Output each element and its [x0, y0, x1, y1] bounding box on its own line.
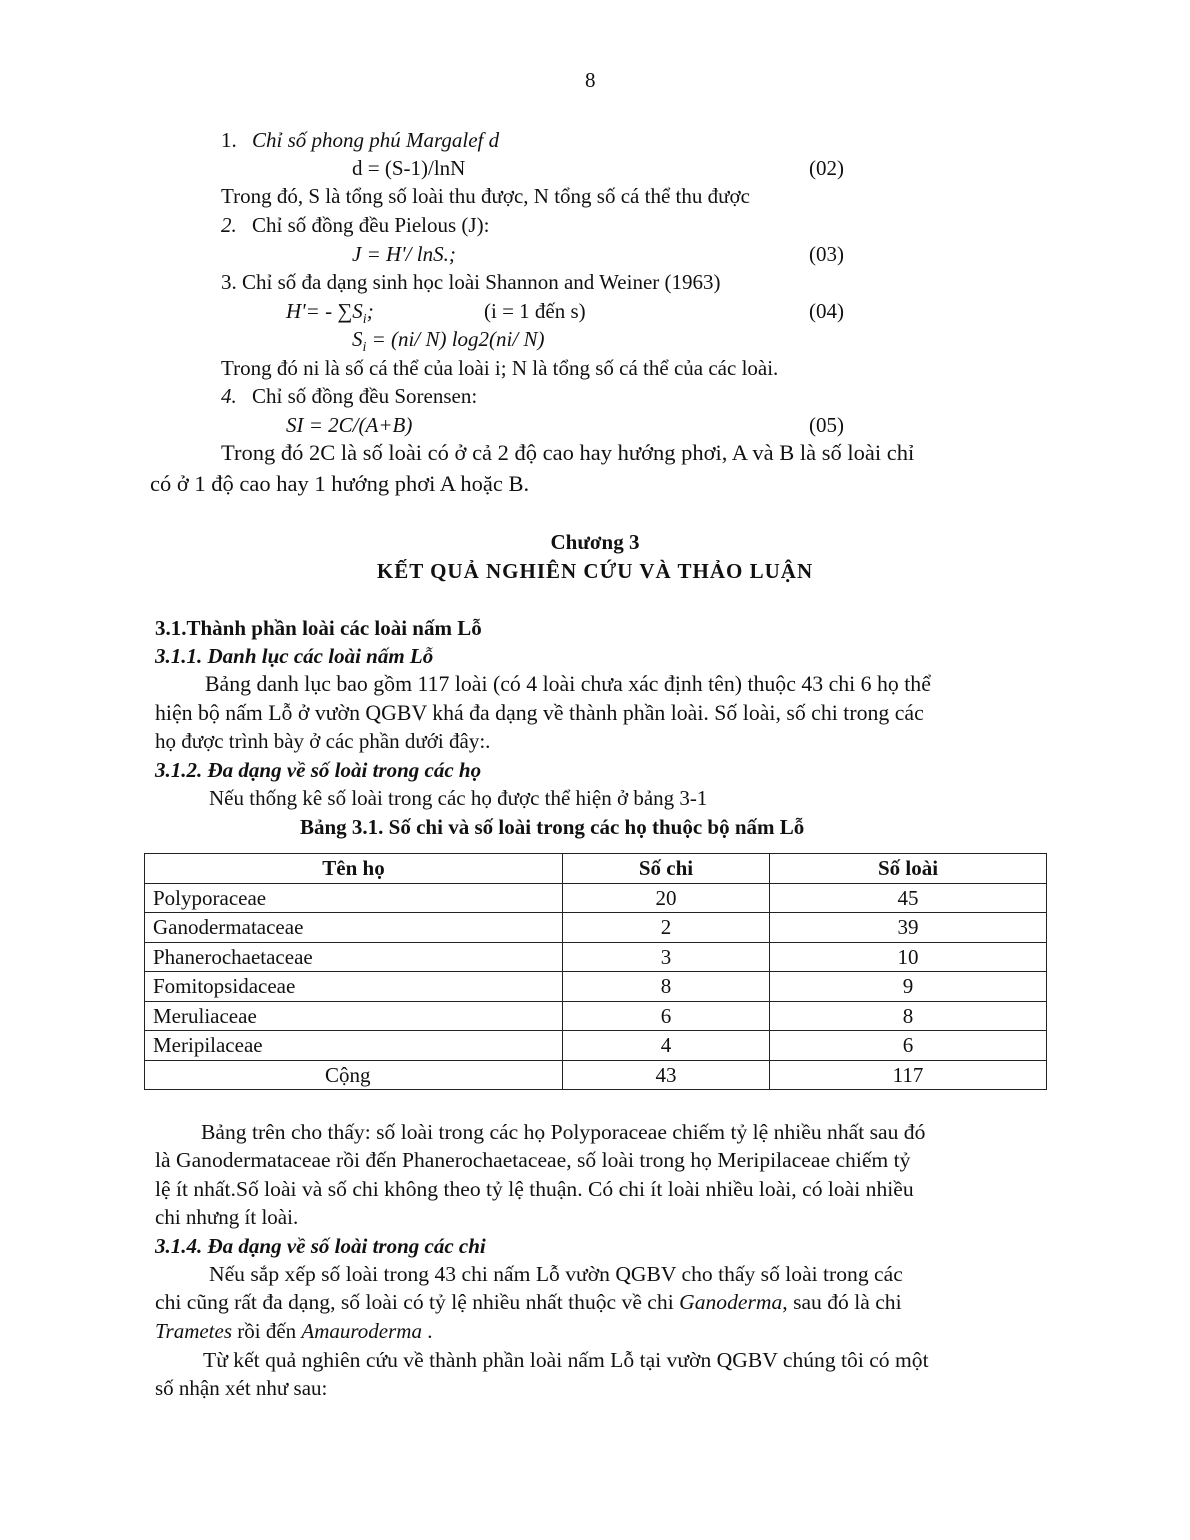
table-cell-family: Fomitopsidaceae: [145, 972, 563, 1002]
table-row: [145, 913, 1047, 943]
table-cell-genera: 8: [563, 972, 770, 1002]
table-cell-genera: 2: [563, 913, 770, 943]
conclusion-line-2: số nhận xét như sau:: [155, 1376, 328, 1400]
formula-item-1-number: 1.: [221, 128, 237, 152]
section-3-1-4-paragraph-line-2: [155, 1288, 902, 1316]
table-cell-species: 8: [770, 1001, 1047, 1031]
table-cell-species: 10: [770, 942, 1047, 972]
table-cell-species: 45: [770, 883, 1047, 913]
formula-item-1-note: Trong đó, S là tổng số loài thu được, N tổng số cá thể thu được: [221, 184, 750, 208]
table-cell-family: Meruliaceae: [145, 1001, 563, 1031]
table-header-species: Số loài: [770, 854, 1047, 884]
formula-item-3-note: Trong đó ni là số cá thể của loài i; N là tổng số cá thể của các loài.: [221, 356, 779, 380]
table-total-row: [145, 1060, 1047, 1090]
table-cell-family: Ganodermataceae: [145, 913, 563, 943]
genus-ganoderma: Ganoderma: [679, 1290, 783, 1314]
formula-item-3-expression-a-main: H'= - ∑S: [286, 299, 363, 323]
chapter-number: Chương 3: [550, 530, 640, 554]
table-total-species: 117: [770, 1060, 1047, 1090]
table-cell-genera: 3: [563, 942, 770, 972]
table-row: [145, 883, 1047, 913]
table-caption: Bảng 3.1. Số chi và số loài trong các họ thuộc bộ nấm Lỗ: [300, 815, 805, 839]
section-3-1-4-line-3-end: .: [421, 1319, 433, 1343]
table-cell-family: Phanerochaetaceae: [145, 942, 563, 972]
genus-amauroderma: Amauroderma: [301, 1319, 422, 1343]
formula-item-4-expression: SI = 2C/(A+B): [286, 413, 413, 437]
table-row: [145, 942, 1047, 972]
table-cell-genera: 20: [563, 883, 770, 913]
formula-item-4-note-line-1: Trong đó 2C là số loài có ở cả 2 độ cao hay hướng phơi, A và B là số loài chỉ: [221, 440, 915, 465]
section-3-1-4-heading: 3.1.4. Đa dạng về số loài trong các chi: [155, 1234, 486, 1258]
section-3-1-heading: 3.1.Thành phần loài các loài nấm Lỗ: [155, 616, 482, 640]
table-discussion-line-2: là Ganodermataceae rồi đến Phanerochaetaceae, số loài trong họ Meripilaceae chiếm tỷ: [155, 1148, 911, 1172]
table-cell-genera: 4: [563, 1031, 770, 1061]
formula-item-2-number: 2.: [221, 213, 237, 237]
table-header-row: [145, 854, 1047, 884]
genus-trametes: Trametes: [155, 1319, 233, 1343]
section-3-1-4-line-2-text: chi cũng rất đa dạng, số loài có tỷ lệ nhiều nhất thuộc về chi: [155, 1290, 680, 1314]
formula-item-4-eq-number: (05): [809, 413, 844, 437]
chapter-title: KẾT QUẢ NGHIÊN CỨU VÀ THẢO LUẬN: [376, 559, 814, 583]
table-total-label: Cộng: [145, 1060, 563, 1090]
formula-item-3-expression-a-end: ;: [366, 299, 374, 323]
table-discussion-line-4: chi nhưng ít loài.: [155, 1205, 299, 1229]
section-3-1-1-paragraph-line-1: Bảng danh lục bao gồm 117 loài (có 4 loài chưa xác định tên) thuộc 43 chi 6 họ thể: [205, 672, 931, 696]
section-3-1-1-paragraph-line-2: hiện bộ nấm Lỗ ở vườn QGBV khá đa dạng về thành phần loài. Số loài, số chi trong các: [155, 701, 924, 725]
table-row: [145, 972, 1047, 1002]
table-row: [145, 1001, 1047, 1031]
page-number: 8: [585, 68, 596, 92]
formula-item-4-number: 4.: [221, 384, 237, 408]
formula-item-3-expression-b: [352, 325, 545, 356]
table-discussion-line-1: Bảng trên cho thấy: số loài trong các họ Polyporaceae chiếm tỷ lệ nhiều nhất sau đó: [201, 1120, 926, 1144]
section-3-1-4-line-2-end: , sau đó là chi: [782, 1290, 902, 1314]
section-3-1-1-heading: 3.1.1. Danh lục các loài nấm Lỗ: [155, 644, 434, 668]
formula-item-3-expression-a-subscript: i: [362, 312, 367, 328]
table-row: [145, 1031, 1047, 1061]
formula-item-1-title: Chỉ số phong phú Margalef d: [252, 128, 500, 152]
section-3-1-1-paragraph-line-3: họ được trình bày ở các phần dưới đây:.: [155, 729, 491, 753]
section-3-1-4-paragraph-line-1: Nếu sắp xếp số loài trong 43 chi nấm Lỗ vườn QGBV cho thấy số loài trong các: [209, 1262, 903, 1286]
table-discussion-line-3: lệ ít nhất.Số loài và số chi không theo tỷ lệ thuận. Có chi ít loài nhiều loài, có loài nhiều: [155, 1177, 914, 1201]
formula-item-1-expression: d = (S-1)/lnN: [352, 156, 466, 180]
table-cell-family: Polyporaceae: [145, 883, 563, 913]
formula-item-4-title: Chỉ số đồng đều Sorensen:: [252, 384, 478, 408]
formula-item-3-title: 3. Chỉ số đa dạng sinh học loài Shannon and Weiner (1963): [221, 270, 721, 294]
formula-item-1-eq-number: (02): [809, 156, 844, 180]
table-header-genera: Số chi: [563, 854, 770, 884]
table-cell-genera: 6: [563, 1001, 770, 1031]
table-cell-species: 39: [770, 913, 1047, 943]
formula-item-2-title: Chỉ số đồng đều Pielous (J):: [252, 213, 490, 237]
formula-item-3-eq-number: (04): [809, 299, 844, 323]
table-header-family: Tên họ: [145, 854, 563, 884]
table-total-genera: 43: [563, 1060, 770, 1090]
section-3-1-4-line-3-mid: rồi đến: [232, 1319, 302, 1343]
section-3-1-4-paragraph-line-3: [155, 1317, 432, 1345]
table-cell-family: Meripilaceae: [145, 1031, 563, 1061]
conclusion-line-1: Từ kết quả nghiên cứu về thành phần loài nấm Lỗ tại vườn QGBV chúng tôi có một: [203, 1348, 929, 1372]
formula-item-3-expression-b-main: S: [352, 327, 363, 351]
formula-item-4-note-line-2: có ở 1 độ cao hay 1 hướng phơi A hoặc B.: [150, 471, 530, 496]
formula-item-3-expression-a: [286, 297, 374, 328]
formula-item-3-expression-b-end: = (ni/ N) log2(ni/ N): [366, 327, 545, 351]
section-3-1-2-paragraph: Nếu thống kê số loài trong các họ được thể hiện ở bảng 3-1: [209, 786, 708, 810]
formula-item-3-expression-b-subscript: i: [362, 340, 367, 356]
family-table: [144, 853, 1047, 1090]
table-cell-species: 9: [770, 972, 1047, 1002]
formula-item-3-range: (i = 1 đến s): [484, 299, 586, 323]
formula-item-2-expression: J = H'/ lnS.;: [352, 242, 456, 266]
formula-item-2-eq-number: (03): [809, 242, 844, 266]
section-3-1-2-heading: 3.1.2. Đa dạng về số loài trong các họ: [155, 758, 482, 782]
table-cell-species: 6: [770, 1031, 1047, 1061]
